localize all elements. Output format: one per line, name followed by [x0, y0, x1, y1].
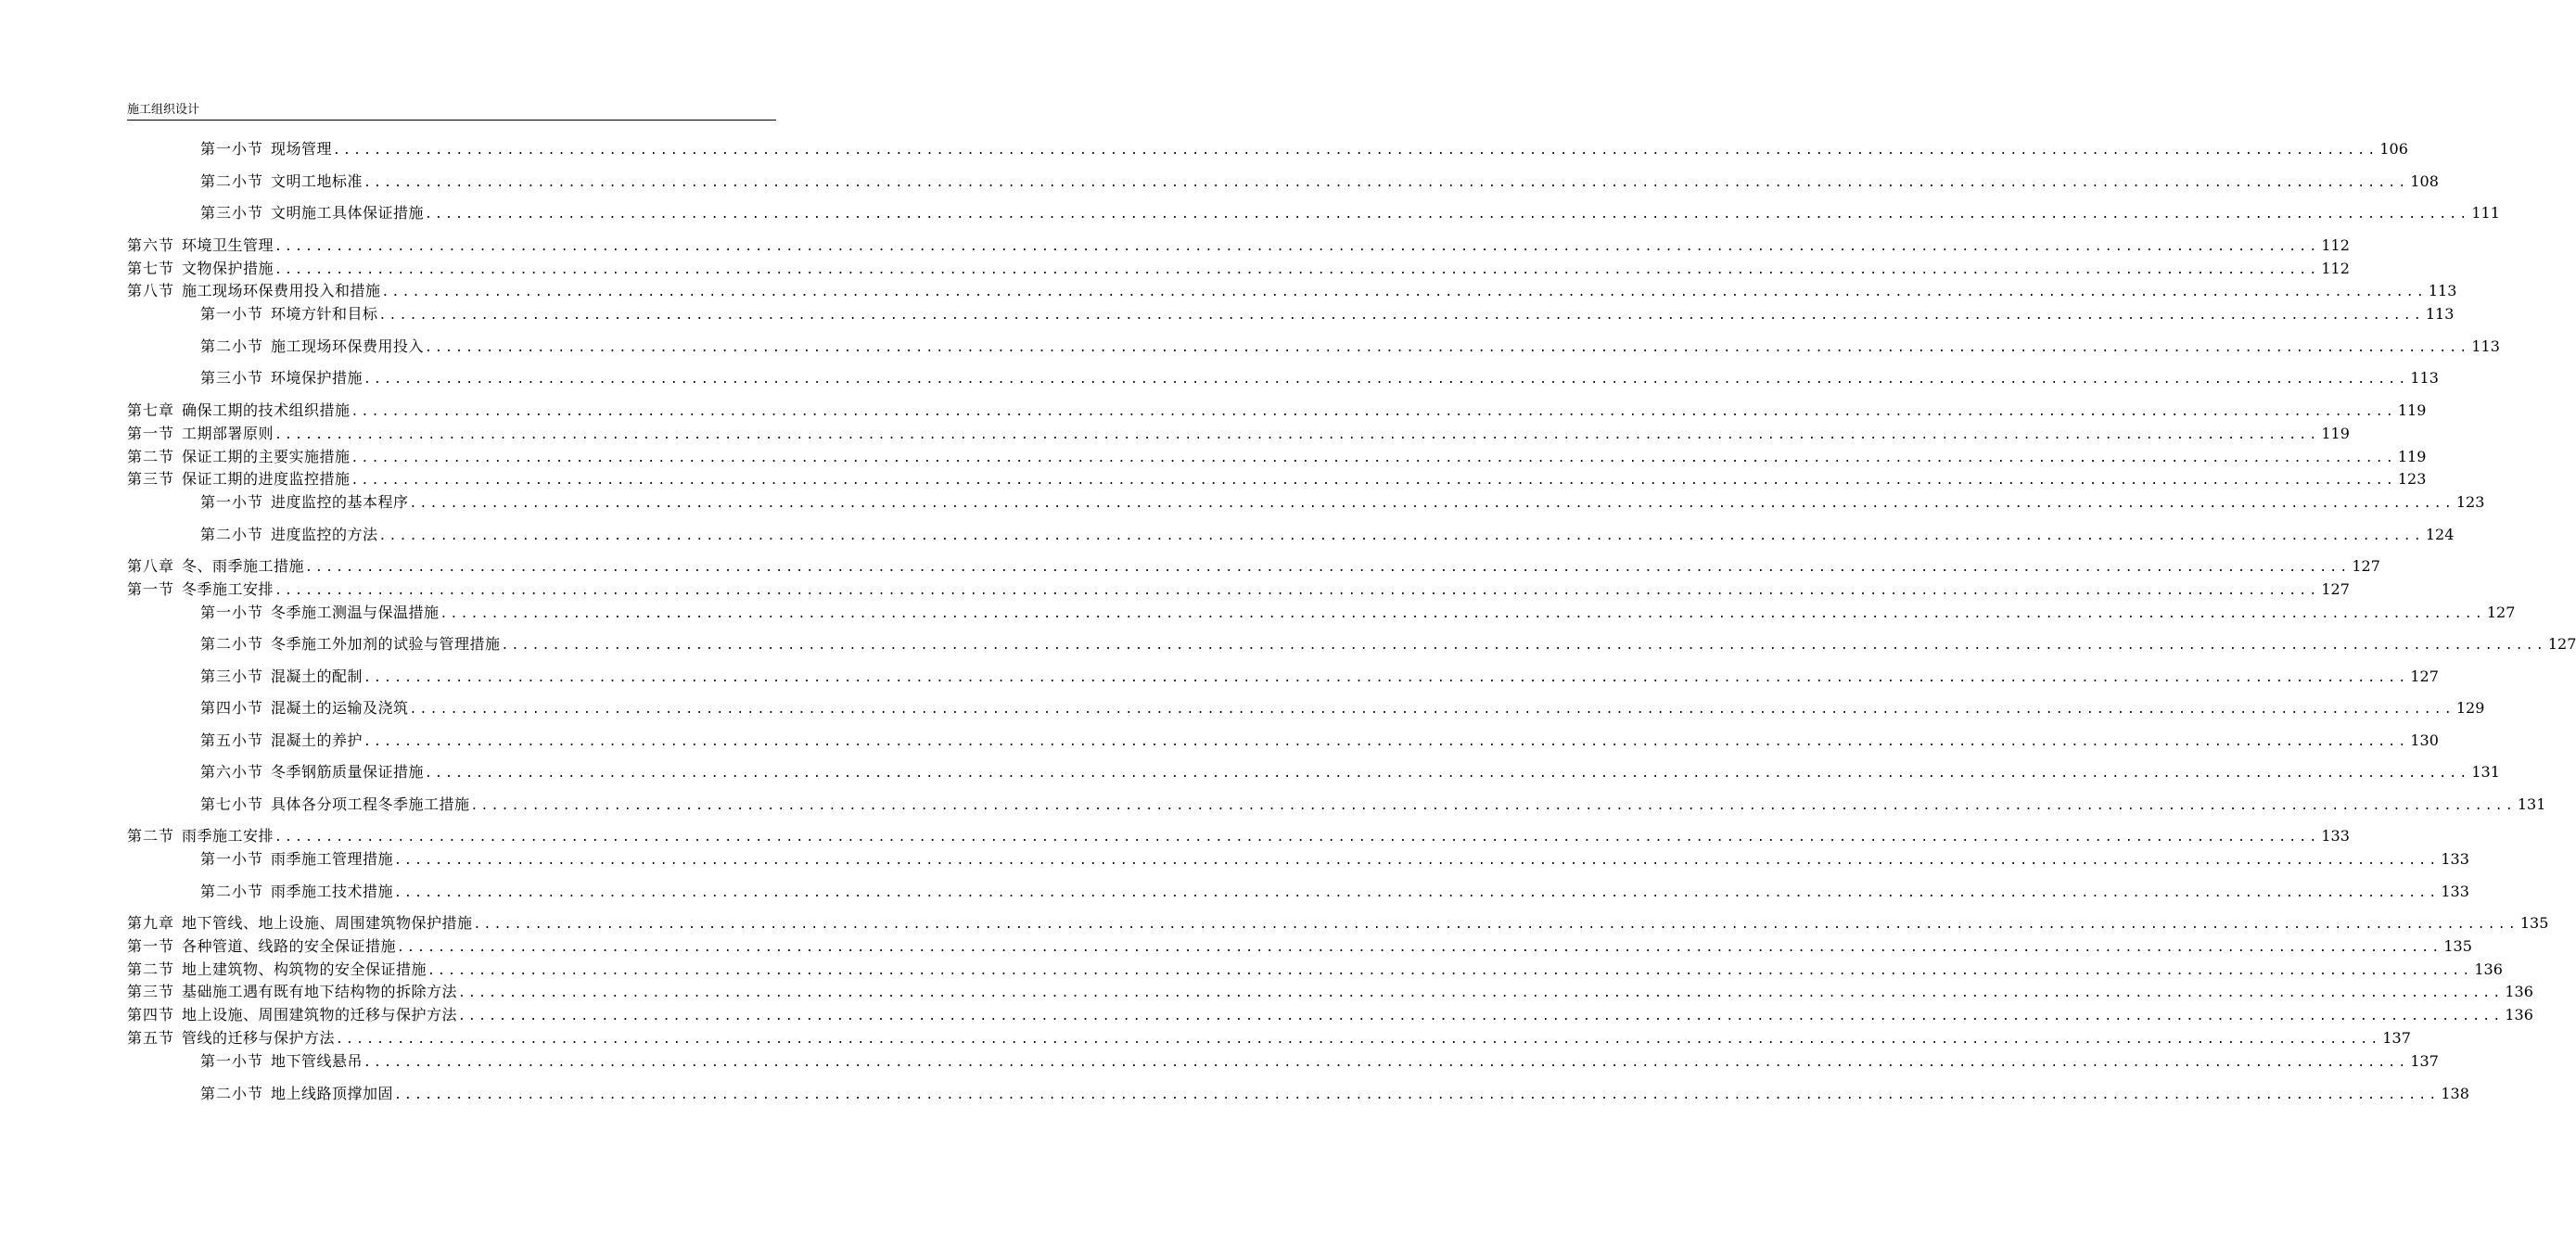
toc-leader-dots: ........................................................................................................................................................................................................: [351, 451, 2396, 465]
toc-entry-number: 第一小节: [200, 850, 264, 868]
toc-entry[interactable]: [127, 259, 2350, 279]
toc-entry[interactable]: [127, 1028, 2411, 1049]
toc-leader-dots: ........................................................................................................................................................................................................: [336, 1033, 2381, 1047]
toc-entry-number: 第一小节: [200, 1052, 264, 1070]
toc-entry-title: 地上建筑物、构筑物的安全保证措施: [182, 960, 427, 978]
toc-entry[interactable]: [127, 556, 2380, 577]
toc-entry-title: 文明工地标准: [271, 172, 363, 190]
toc-leader-dots: ........................................................................................................................................................................................................: [425, 208, 2470, 222]
toc-leader-dots: ........................................................................................................................................................................................................: [397, 941, 2442, 955]
toc-entry[interactable]: [127, 579, 2350, 600]
toc-entry-title: 冬季施工安排: [182, 580, 274, 598]
toc-entry-number: 第七章: [127, 401, 175, 419]
toc-entry[interactable]: [200, 603, 2516, 623]
toc-leader-dots: ........................................................................................................................................................................................................: [378, 309, 2424, 323]
toc-entry-page: 119: [2397, 448, 2427, 465]
toc-entry-number: 第一小节: [200, 140, 264, 158]
toc-entry[interactable]: [200, 1051, 2439, 1072]
toc-leader-dots: ........................................................................................................................................................................................................: [473, 918, 2519, 932]
toc-leader-dots: ........................................................................................................................................................................................................: [363, 735, 2409, 749]
toc-entry-page: 133: [2321, 827, 2350, 845]
toc-leader-dots: ........................................................................................................................................................................................................: [501, 639, 2546, 653]
toc-entry-page: 123: [2397, 470, 2427, 488]
toc-entry-title: 现场管理: [271, 140, 333, 158]
toc-entry-title: 施工现场环保费用投入和措施: [182, 282, 381, 299]
toc-leader-dots: ........................................................................................................................................................................................................: [458, 1010, 2504, 1024]
toc-entry-page: 129: [2455, 699, 2485, 717]
toc-entry-page: 137: [2410, 1052, 2439, 1070]
toc-entry-title: 确保工期的技术组织措施: [182, 401, 351, 419]
toc-entry-page: 119: [2321, 425, 2350, 442]
toc-entry-page: 124: [2425, 526, 2455, 543]
toc-leader-dots: ........................................................................................................................................................................................................: [381, 286, 2427, 299]
toc-entry-number: 第二小节: [200, 1085, 264, 1102]
toc-entry-title: 文物保护措施: [182, 260, 274, 277]
toc-entry[interactable]: [127, 424, 2350, 444]
toc-leader-dots: ........................................................................................................................................................................................................: [274, 584, 2320, 598]
toc-entry-title: 管线的迁移与保护方法: [182, 1029, 336, 1047]
toc-entry[interactable]: [127, 960, 2503, 980]
toc-entry[interactable]: [200, 203, 2500, 223]
toc-leader-dots: ........................................................................................................................................................................................................: [394, 886, 2440, 900]
toc-entry[interactable]: [200, 731, 2439, 751]
toc-entry-number: 第六节: [127, 236, 175, 254]
toc-entry[interactable]: [127, 1005, 2533, 1025]
toc-entry-title: 基础施工遇有既有地下结构物的拆除方法: [182, 983, 458, 1000]
toc-leader-dots: ........................................................................................................................................................................................................: [458, 986, 2504, 1000]
toc-leader-dots: ........................................................................................................................................................................................................: [409, 497, 2455, 511]
toc-entry-number: 第三小节: [200, 369, 264, 387]
header-title: 施工组织设计: [127, 103, 200, 117]
toc-entry-number: 第二节: [127, 448, 175, 465]
toc-entry-page: 113: [2410, 369, 2439, 387]
toc-entry[interactable]: [200, 368, 2439, 388]
toc-entry[interactable]: [200, 139, 2408, 159]
toc-entry-page: 113: [2425, 305, 2455, 323]
toc-entry-number: 第三小节: [200, 668, 264, 685]
toc-leader-dots: ........................................................................................................................................................................................................: [274, 263, 2320, 277]
toc-entry-title: 工期部署原则: [182, 425, 274, 442]
toc-entry-number: 第五节: [127, 1029, 175, 1047]
toc-leader-dots: ........................................................................................................................................................................................................: [378, 529, 2424, 543]
toc-entry[interactable]: [200, 1084, 2469, 1104]
toc-entry-number: 第九章: [127, 914, 175, 932]
toc-entry-number: 第八章: [127, 557, 175, 575]
toc-entry-page: 137: [2382, 1029, 2411, 1047]
toc-entry-page: 133: [2441, 850, 2469, 868]
toc-entry-page: 127: [2321, 580, 2350, 598]
toc-leader-dots: ........................................................................................................................................................................................................: [440, 607, 2485, 621]
toc-entry-page: 108: [2410, 172, 2439, 190]
toc-entry[interactable]: [127, 469, 2427, 490]
toc-entry[interactable]: [200, 492, 2485, 513]
toc-entry-page: 131: [2517, 795, 2546, 813]
toc-entry[interactable]: [200, 634, 2576, 655]
toc-entry[interactable]: [127, 936, 2472, 957]
toc-leader-dots: ........................................................................................................................................................................................................: [363, 671, 2409, 685]
toc-entry[interactable]: [200, 337, 2500, 357]
toc-entry-number: 第二小节: [200, 337, 264, 355]
toc-leader-dots: ........................................................................................................................................................................................................: [333, 144, 2378, 158]
toc-leader-dots: ........................................................................................................................................................................................................: [274, 240, 2320, 254]
toc-entry[interactable]: [127, 913, 2549, 934]
toc-entry[interactable]: [127, 235, 2350, 256]
toc-entry[interactable]: [127, 982, 2533, 1002]
toc-leader-dots: ........................................................................................................................................................................................................: [470, 799, 2516, 813]
toc-entry[interactable]: [200, 882, 2469, 902]
toc-entry[interactable]: [200, 172, 2439, 192]
toc-entry[interactable]: [200, 304, 2455, 324]
toc-entry-page: 127: [2486, 604, 2516, 621]
toc-entry[interactable]: [200, 762, 2500, 782]
toc-entry-number: 第二小节: [200, 526, 264, 543]
toc-entry-title: 雨季施工安排: [182, 827, 274, 845]
toc-entry-page: 136: [2474, 960, 2503, 978]
toc-entry-page: 112: [2321, 260, 2350, 277]
toc-entry-page: 119: [2397, 401, 2427, 419]
toc-entry-title: 冬季施工测温与保温措施: [271, 604, 440, 621]
toc-entry-page: 136: [2505, 983, 2533, 1000]
toc-entry-number: 第一小节: [200, 493, 264, 511]
toc-leader-dots: ........................................................................................................................................................................................................: [363, 373, 2409, 387]
toc-entry-page: 113: [2471, 337, 2500, 355]
toc-entry-title: 保证工期的进度监控措施: [182, 470, 351, 488]
toc-entry-page: 131: [2471, 763, 2500, 781]
toc-entry-title: 保证工期的主要实施措施: [182, 448, 351, 465]
toc-entry[interactable]: [200, 667, 2439, 687]
toc-entry-number: 第一节: [127, 425, 175, 442]
toc-entry-number: 第二节: [127, 960, 175, 978]
toc-entry[interactable]: [200, 795, 2546, 815]
toc-entry-title: 地下管线、地上设施、周围建筑物保护措施: [182, 914, 473, 932]
toc-entry-title: 混凝土的运输及浇筑: [271, 699, 409, 717]
toc-entry-number: 第六小节: [200, 763, 264, 781]
toc-leader-dots: ........................................................................................................................................................................................................: [274, 831, 2320, 845]
toc-entry-number: 第五小节: [200, 731, 264, 749]
toc-entry-number: 第一节: [127, 937, 175, 955]
toc-leader-dots: ........................................................................................................................................................................................................: [394, 1088, 2440, 1102]
toc-leader-dots: ........................................................................................................................................................................................................: [427, 964, 2473, 978]
toc-entry-number: 第二节: [127, 827, 175, 845]
toc-entry-title: 进度监控的方法: [271, 526, 378, 543]
toc-entry-number: 第三节: [127, 983, 175, 1000]
toc-entry[interactable]: [127, 400, 2427, 421]
toc-leader-dots: ........................................................................................................................................................................................................: [425, 767, 2470, 781]
toc-leader-dots: ........................................................................................................................................................................................................: [363, 1056, 2409, 1070]
toc-entry-number: 第三小节: [200, 204, 264, 222]
toc-entry-page: 135: [2519, 914, 2549, 932]
toc-leader-dots: ........................................................................................................................................................................................................: [305, 561, 2351, 575]
toc-entry-title: 雨季施工技术措施: [271, 883, 394, 900]
toc-entry-title: 环境方针和目标: [271, 305, 378, 323]
toc-entry-page: 138: [2441, 1085, 2469, 1102]
toc-leader-dots: ........................................................................................................................................................................................................: [409, 703, 2455, 717]
toc-entry-page: 112: [2321, 236, 2350, 254]
toc-entry-title: 进度监控的基本程序: [271, 493, 409, 511]
toc-entry[interactable]: [200, 698, 2485, 718]
toc-entry[interactable]: [127, 826, 2350, 846]
toc-entry-page: 136: [2505, 1006, 2533, 1024]
toc-entry-title: 文明施工具体保证措施: [271, 204, 425, 222]
toc-entry[interactable]: [200, 849, 2469, 870]
toc-leader-dots: ........................................................................................................................................................................................................: [394, 854, 2440, 868]
toc-entry-number: 第七节: [127, 260, 175, 277]
toc-entry-number: 第八节: [127, 282, 175, 299]
toc-leader-dots: ........................................................................................................................................................................................................: [363, 176, 2409, 190]
toc-entry-title: 地下管线悬吊: [271, 1052, 363, 1070]
toc-entry-number: 第四小节: [200, 699, 264, 717]
toc-entry-page: 106: [2379, 140, 2408, 158]
toc-leader-dots: ........................................................................................................................................................................................................: [351, 474, 2396, 488]
toc-entry-page: 130: [2410, 731, 2439, 749]
toc-entry-title: 地上设施、周围建筑物的迁移与保护方法: [182, 1006, 458, 1024]
toc-entry-title: 各种管道、线路的安全保证措施: [182, 937, 397, 955]
toc-entry-title: 地上线路顶撑加固: [271, 1085, 394, 1102]
toc-entry-number: 第四节: [127, 1006, 175, 1024]
toc-entry-page: 127: [2352, 557, 2380, 575]
toc-leader-dots: ........................................................................................................................................................................................................: [425, 341, 2470, 355]
toc-entry-number: 第二小节: [200, 172, 264, 190]
toc-entry-title: 混凝土的养护: [271, 731, 363, 749]
toc-entry-number: 第七小节: [200, 795, 264, 813]
toc-entry-page: 135: [2443, 937, 2472, 955]
toc-entry-title: 冬季钢筋质量保证措施: [271, 763, 425, 781]
toc-entry-number: 第一小节: [200, 305, 264, 323]
toc-entry[interactable]: [127, 447, 2427, 467]
toc-entry-page: 123: [2455, 493, 2485, 511]
toc-entry[interactable]: [200, 525, 2455, 545]
toc-entry-title: 具体各分项工程冬季施工措施: [271, 795, 470, 813]
toc-entry-page: 127: [2410, 668, 2439, 685]
toc-entry-title: 冬、雨季施工措施: [182, 557, 305, 575]
toc-entry-page: 133: [2441, 883, 2469, 900]
toc-entry-number: 第二小节: [200, 635, 264, 653]
toc-entry-title: 混凝土的配制: [271, 668, 363, 685]
toc-entry-title: 施工现场环保费用投入: [271, 337, 425, 355]
toc-entry[interactable]: [127, 281, 2457, 301]
toc-entry-page: 111: [2471, 204, 2500, 222]
toc-entry-number: 第三节: [127, 470, 175, 488]
toc-leader-dots: ........................................................................................................................................................................................................: [351, 405, 2396, 419]
toc-entry-title: 环境卫生管理: [182, 236, 274, 254]
toc-entry-title: 环境保护措施: [271, 369, 363, 387]
toc-entry-page: 113: [2428, 282, 2457, 299]
toc-entry-title: 雨季施工管理措施: [271, 850, 394, 868]
toc-entry-number: 第二小节: [200, 883, 264, 900]
toc-entry-number: 第一小节: [200, 604, 264, 621]
toc-entry-number: 第一节: [127, 580, 175, 598]
toc-entry-page: 127: [2547, 635, 2576, 653]
toc-entry-title: 冬季施工外加剂的试验与管理措施: [271, 635, 501, 653]
toc-leader-dots: ........................................................................................................................................................................................................: [274, 428, 2320, 442]
